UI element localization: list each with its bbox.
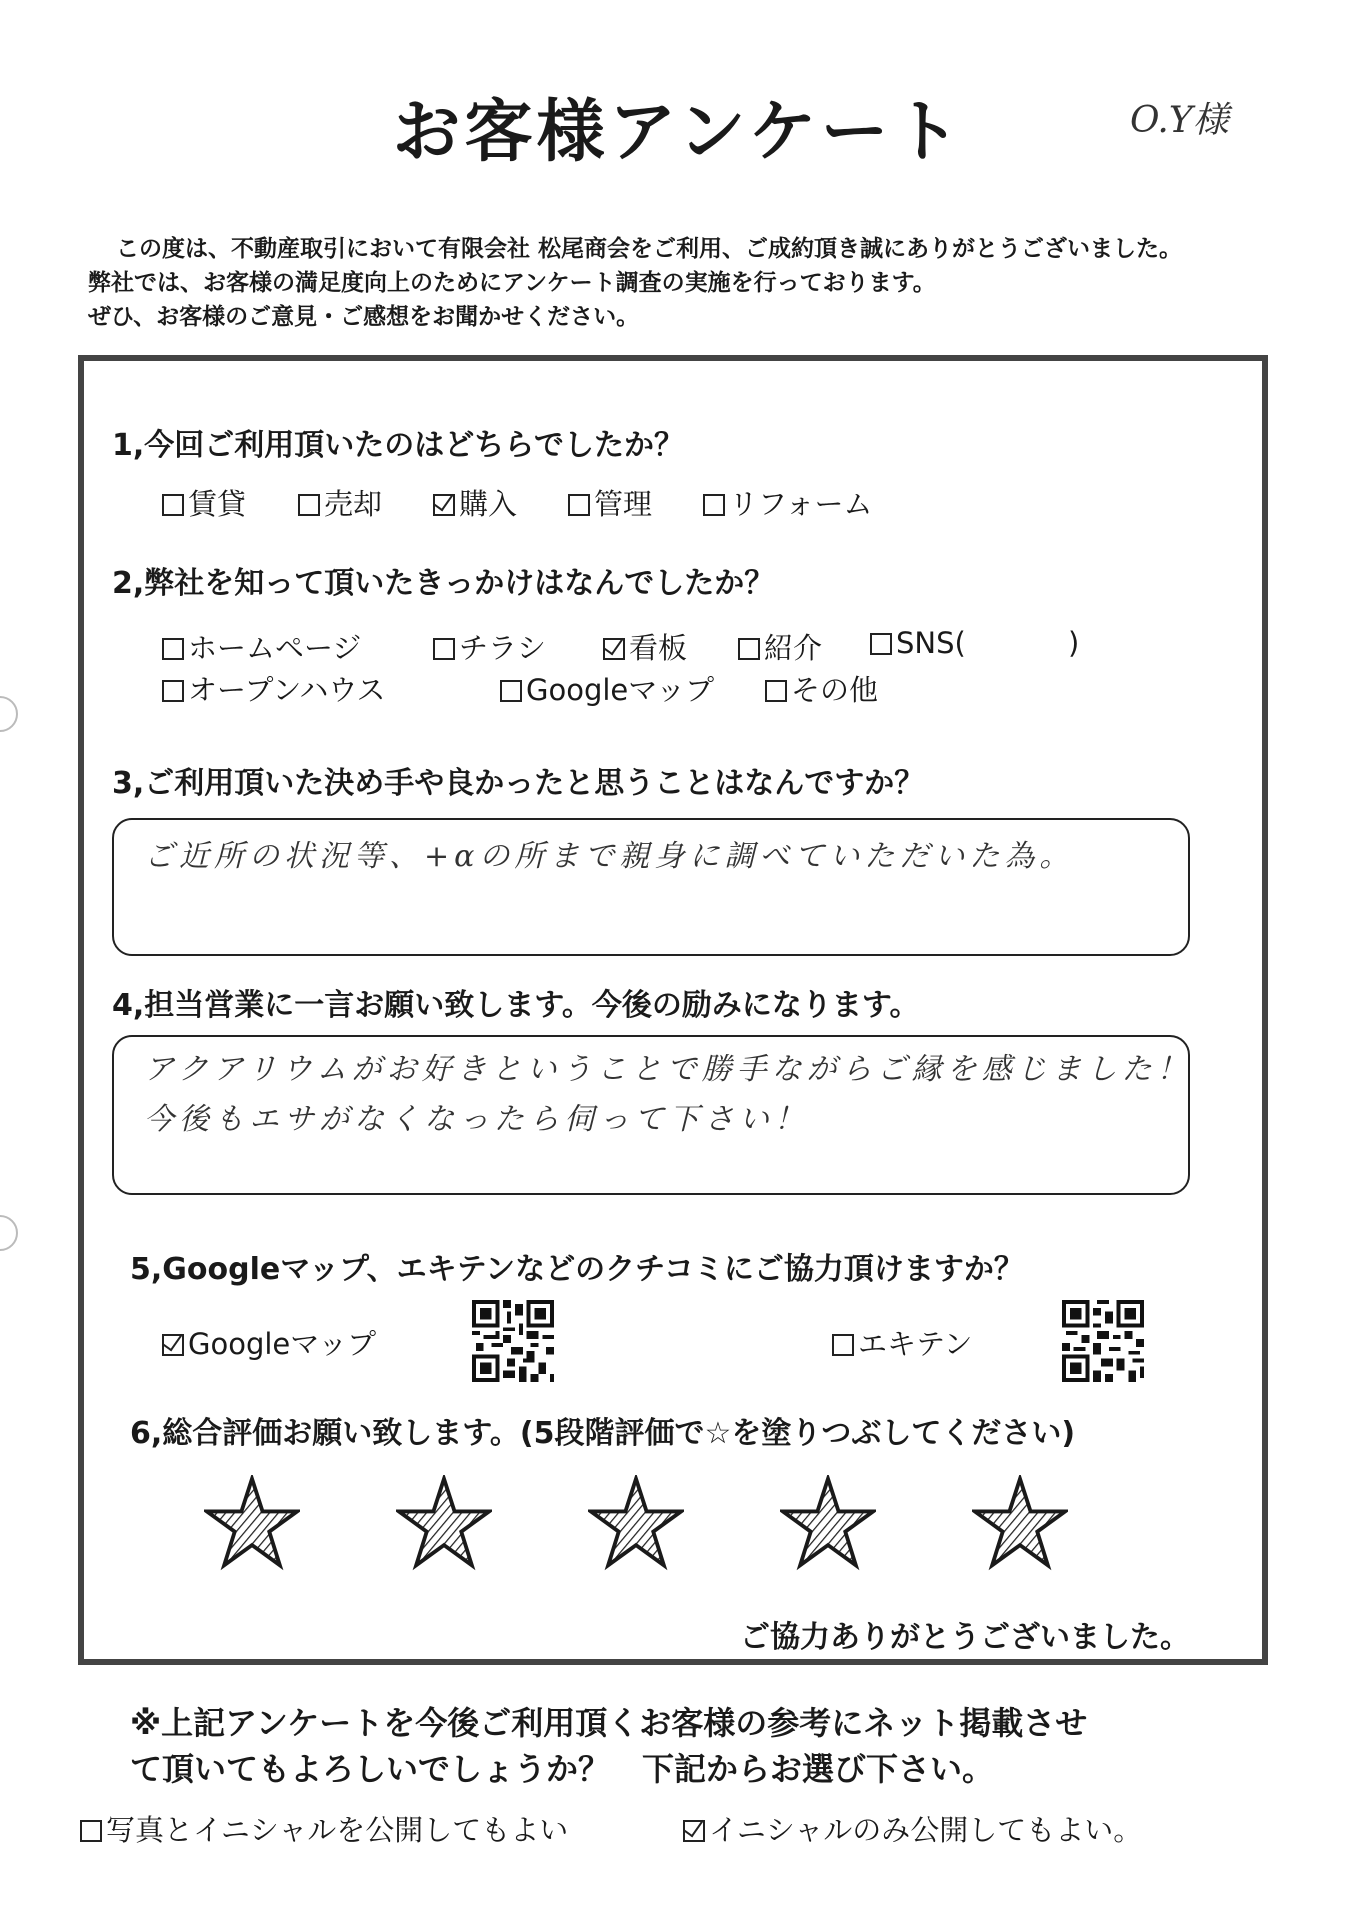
checkbox[interactable] (703, 494, 725, 516)
q2-option-kanban[interactable]: 看板 (603, 626, 687, 667)
q5-label: 5,Googleマップ、エキテンなどのクチコミにご協力頂けますか？ (130, 1252, 1024, 1287)
checkbox[interactable] (500, 680, 522, 702)
checkbox[interactable] (765, 680, 787, 702)
intro-line: 弊社では、お客様の満足度向上のためにアンケート調査の実施を行っております。 (88, 270, 936, 296)
q1-option-kounyuu[interactable]: 購入 (433, 482, 517, 523)
checkbox[interactable] (870, 633, 892, 655)
qr-code-icon[interactable] (1062, 1300, 1144, 1382)
q2-label: 2,弊社を知って頂いたきっかけはなんでしたか？ (112, 566, 775, 601)
q2-sns-close-paren: ) (1068, 626, 1080, 660)
publish-option-photo-initials[interactable]: 写真とイニシャルを公開してもよい (80, 1808, 568, 1849)
star-filled-icon[interactable] (780, 1475, 876, 1571)
q2-option-googlemap[interactable]: Googleマップ (500, 668, 714, 709)
checked-checkbox[interactable] (433, 494, 455, 516)
q4-label: 4,担当営業に一言お願い致します。今後の励みになります。 (112, 988, 920, 1023)
q1-option-reform[interactable]: リフォーム (703, 482, 873, 523)
checked-checkbox[interactable] (683, 1820, 705, 1842)
intro-line: ぜひ、お客様のご意見・ご感想をお聞かせください。 (88, 304, 640, 330)
q1-option-chintai[interactable]: 賃貸 (162, 482, 246, 523)
publish-option-initials-only[interactable]: イニシャルのみ公開してもよい。 (683, 1808, 1142, 1849)
q3-answer-line: ご近所の状況等、+αの所まで親身に調べていただいた為。 (144, 839, 1075, 874)
checkbox[interactable] (162, 638, 184, 660)
punch-hole (0, 696, 18, 732)
q1-option-baikyaku[interactable]: 売却 (298, 482, 382, 523)
q4-answer-line: アクアリウムがお好きということで勝手ながらご縁を感じました！ (144, 1052, 1192, 1087)
q2-option-shoukai[interactable]: 紹介 (738, 626, 822, 667)
q2-option-sns[interactable]: SNS( (870, 626, 966, 660)
thanks-message: ご協力ありがとうございました。 (740, 1620, 1190, 1655)
q2-option-openhouse[interactable]: オープンハウス (162, 668, 386, 709)
q4-answer-box[interactable] (112, 1035, 1190, 1195)
checkbox[interactable] (433, 638, 455, 660)
notice-line: ※上記アンケートを今後ご利用頂くお客様の参考にネット掲載させ (130, 1704, 1088, 1742)
q2-option-chirashi[interactable]: チラシ (433, 626, 546, 667)
q3-answer-box[interactable] (112, 818, 1190, 956)
q4-answer-line: 今後もエサがなくなったら伺って下さい！ (144, 1102, 809, 1137)
q1-option-kanri[interactable]: 管理 (568, 482, 652, 523)
checkbox[interactable] (162, 680, 184, 702)
intro-line: この度は、不動産取引において有限会社 松尾商会をご利用、ご成約頂き誠にありがとうございました。 (116, 236, 1183, 262)
customer-name: O.Y様 (1130, 100, 1229, 141)
checkbox[interactable] (298, 494, 320, 516)
qr-code-icon[interactable] (472, 1300, 554, 1382)
checkbox[interactable] (738, 638, 760, 660)
checked-checkbox[interactable] (603, 638, 625, 660)
intro-text (88, 232, 1182, 334)
q5-option-ekiten[interactable]: エキテン (832, 1322, 973, 1363)
star-filled-icon[interactable] (396, 1475, 492, 1571)
q5-option-googlemap[interactable]: Googleマップ (162, 1322, 376, 1363)
punch-hole (0, 1215, 18, 1251)
star-filled-icon[interactable] (972, 1475, 1068, 1571)
checked-checkbox[interactable] (162, 1334, 184, 1356)
checkbox[interactable] (80, 1820, 102, 1842)
star-filled-icon[interactable] (204, 1475, 300, 1571)
page-title: お客様アンケート (392, 93, 965, 172)
notice-line: て頂いてもよろしいでしょうか？ 下記からお選び下さい。 (130, 1750, 995, 1788)
checkbox[interactable] (162, 494, 184, 516)
checkbox[interactable] (568, 494, 590, 516)
q2-option-homepage[interactable]: ホームページ (162, 626, 361, 667)
q6-label: 6,総合評価お願い致します。(5段階評価で☆を塗りつぶしてください) (130, 1416, 1076, 1451)
star-filled-icon[interactable] (588, 1475, 684, 1571)
checkbox[interactable] (832, 1334, 854, 1356)
q1-label: 1,今回ご利用頂いたのはどちらでしたか？ (112, 428, 684, 463)
q3-label: 3,ご利用頂いた決め手や良かったと思うことはなんですか？ (112, 766, 925, 801)
q2-option-other[interactable]: その他 (765, 668, 878, 709)
publish-notice (130, 1700, 1087, 1792)
